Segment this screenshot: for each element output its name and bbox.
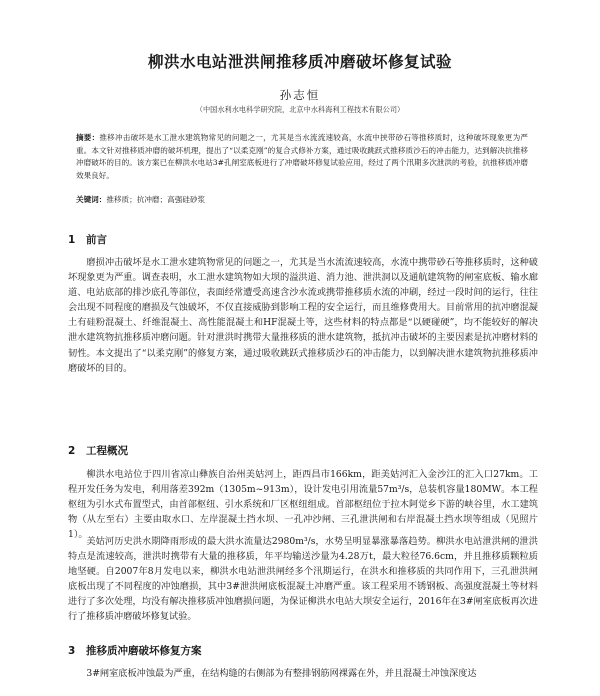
section-1-paragraph-1: 磨损冲击破坏是水工泄水建筑物常见的问题之一，尤其是当水流流速较高，水流中携带砂石等推移质时，这种破坏现象更为严重。调查表明，水工泄水建筑物如大坝的溢洪道、消力池、泄洪洞以及通航建筑物的闸室底板、输水廊道、电站底部的排沙底孔等部位，表面经常遭受高速含沙水流或携带推移质水流的冲刷，经过一段时间的运行，往往会出现不同程度的磨损及气蚀破坏，不仅直接威胁到影响工程的安全运行，而且维修费用大。目前常用的抗冲磨混凝土有硅粉混凝土、纤维混凝土、高性能混凝土和HF混凝土等，这些材料的特点都是“以硬碰硬”，均不能较好的解决泄水建筑物抗推移质冲磨问题。针对泄洪时携带大量推移质的泄水建筑物，抵抗冲击破坏的主要因素是抗冲磨材料的韧性。本文提出了“以柔克刚”的修复方案，通过吸收跳跃式推移质沙石的冲击能力，以到解决泄水建筑物抗推移质冲磨破坏的目的。 xyxy=(68,257,538,374)
keywords-text: 推移质；抗冲磨；高强硅砂浆 xyxy=(106,195,206,204)
abstract-text: 推移冲击破坏是水工泄水建筑物常见的问题之一，尤其是当水流流速较高，水流中挟带砂石等推移质时，这种破坏现象更为严重。本文针对推移质冲磨的破坏机理，提出了“以柔克刚”的复合式修补方案，通过吸收跳跃式推移质沙石的冲击能力，达到解决抗推移冲磨破坏的目的。该方案已在柳洪水电站3#孔闸室底板进行了冲磨破坏修复试验应用，经过了两个汛期多次泄洪的考验，抗推移质冲磨效果良好。 xyxy=(76,133,528,180)
abstract-label: 摘要： xyxy=(76,133,100,142)
abstract xyxy=(76,132,528,182)
section-title: 工程概况 xyxy=(86,445,128,457)
keywords-label: 关键词： xyxy=(76,195,107,204)
section-2-paragraph-2: 美姑河历史洪水期降雨形成的最大洪水流量达2980m³/s，水势呈明显暴涨暴落趋势。柳洪水电站泄洪闸的泄洪特点是流速较高，泄洪时携带有大量的推移质，年平均输送沙量为4.28万t，最大粒径76.6cm，并且推移质颗粒质地坚硬。自2007年8月发电以来，柳洪水电站泄洪闸经多个汛期运行，在洪水和推移质的共同作用下，三孔泄洪闸底板出现了不同程度的冲蚀磨损，其中3#泄洪闸底板混凝土冲磨严重。该工程采用不锈钢板、高强度混凝土等材料进行了多次处理，均没有解决推移质冲蚀磨损问题，为保证柳洪水电站大坝安全运行，2016年在3#闸室底板再次进行了推移质冲磨破坏修复试验。 xyxy=(68,536,538,623)
section-3-paragraph-1: 3#闸室底板冲蚀最为严重，在结构缝的右侧部为有整排钢筋网裸露在外，并且混凝土冲蚀深度达 xyxy=(86,668,477,679)
section-heading-3 xyxy=(68,643,202,658)
section-number: 1 xyxy=(68,234,76,246)
section-heading-2 xyxy=(68,443,128,458)
keywords xyxy=(76,194,528,206)
section-number: 2 xyxy=(68,445,76,457)
section-heading-1 xyxy=(68,232,107,247)
section-2-paragraph-1: 柳洪水电站位于四川省凉山彝族自治州美姑河上，距西昌市166km，距美姑河汇入金沙江的汇入口27km。工程开发任务为发电，利用落差392m（1305m~913m），设计发电引用流量57m³/s，总装机容量180MW。本工程枢纽为引水式布置型式，由首部枢纽、引水系统和厂区枢纽组成。首部枢纽位于拉木阿觉乡下游的峡谷里，水工建筑物（从左至右）主要由取水口、左岸混凝土挡水坝、一孔冲沙闸、三孔泄洪闸和右岸混凝土挡水坝等组成（见照片1）。 xyxy=(68,469,538,541)
author-name: 孙志恒 xyxy=(279,88,321,102)
section-number: 3 xyxy=(68,645,76,657)
author-affiliation: （中国水利水电科学研究院，北京中水科海利工程技术有限公司） xyxy=(195,105,405,114)
paper-title: 柳洪水电站泄洪闸推移质冲磨破坏修复试验 xyxy=(147,53,452,71)
section-title: 前言 xyxy=(86,234,107,246)
section-title: 推移质冲磨破坏修复方案 xyxy=(86,645,202,657)
